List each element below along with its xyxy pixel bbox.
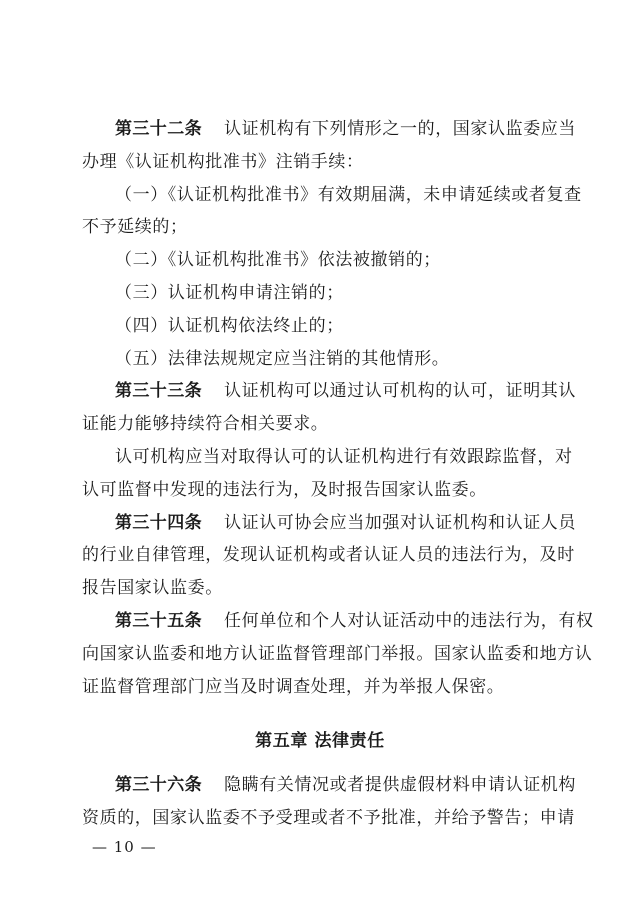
- article-34-heading: 第三十四条: [115, 513, 202, 533]
- article-34-line-3: 报告国家认监委。: [82, 578, 223, 598]
- article-36-heading: 第三十六条: [115, 775, 202, 795]
- article-33-line-1: [115, 379, 576, 403]
- article-36-text-1: 隐瞒有关情况或者提供虚假材料申请认证机构: [224, 775, 576, 795]
- article-33-line-2: 证能力能够持续符合相关要求。: [82, 414, 329, 434]
- article-32-item-4: （四）认证机构依法终止的；: [115, 316, 344, 336]
- article-33-heading: 第三十三条: [115, 381, 202, 401]
- article-33-text-1: 认证机构可以通过认可机构的认可，证明其认: [224, 381, 576, 401]
- article-35-heading: 第三十五条: [115, 611, 202, 631]
- article-34-line-2: 的行业自律管理，发现认证机构或者认证人员的违法行为，及时: [82, 545, 575, 565]
- article-34-text-1: 认证认可协会应当加强对认证机构和认证人员: [224, 513, 576, 533]
- article-34-line-1: [115, 511, 576, 535]
- article-32-text-1: 认证机构有下列情形之一的，国家认监委应当: [224, 119, 576, 139]
- article-32-line-1: [115, 117, 576, 141]
- article-32-item-2: （二）《认证机构批准书》依法被撤销的；: [115, 250, 441, 270]
- page-number: — 10 —: [92, 838, 157, 856]
- article-32-heading: 第三十二条: [115, 119, 202, 139]
- article-32-item-3: （三）认证机构申请注销的；: [115, 283, 344, 303]
- chapter-5-title: 第五章 法律责任: [255, 731, 385, 751]
- article-32-item-5: （五）法律法规规定应当注销的其他情形。: [115, 349, 450, 369]
- article-33-paragraph-2-line-1: 认可机构应当对取得认可的认证机构进行有效跟踪监督，对: [115, 447, 573, 467]
- article-32-line-2: 办理《认证机构批准书》注销手续：: [82, 152, 364, 172]
- article-36-line-2: 资质的，国家认监委不予受理或者不予批准，并给予警告；申请: [82, 808, 575, 828]
- article-36-line-1: [115, 773, 576, 797]
- article-32-item-1-line-1: （一）《认证机构批准书》有效期届满，未申请延续或者复查: [115, 185, 582, 205]
- article-35-line-3: 证监督管理部门应当及时调查处理，并为举报人保密。: [82, 677, 505, 697]
- article-35-line-2: 向国家认监委和地方认证监督管理部门举报。国家认监委和地方认: [82, 644, 593, 664]
- article-35-text-1: 任何单位和个人对认证活动中的违法行为，有权: [224, 611, 594, 631]
- article-35-line-1: [115, 609, 594, 633]
- article-33-paragraph-2-line-2: 认可监督中发现的违法行为，及时报告国家认监委。: [82, 480, 487, 500]
- article-32-item-1-line-2: 不予延续的；: [82, 217, 188, 237]
